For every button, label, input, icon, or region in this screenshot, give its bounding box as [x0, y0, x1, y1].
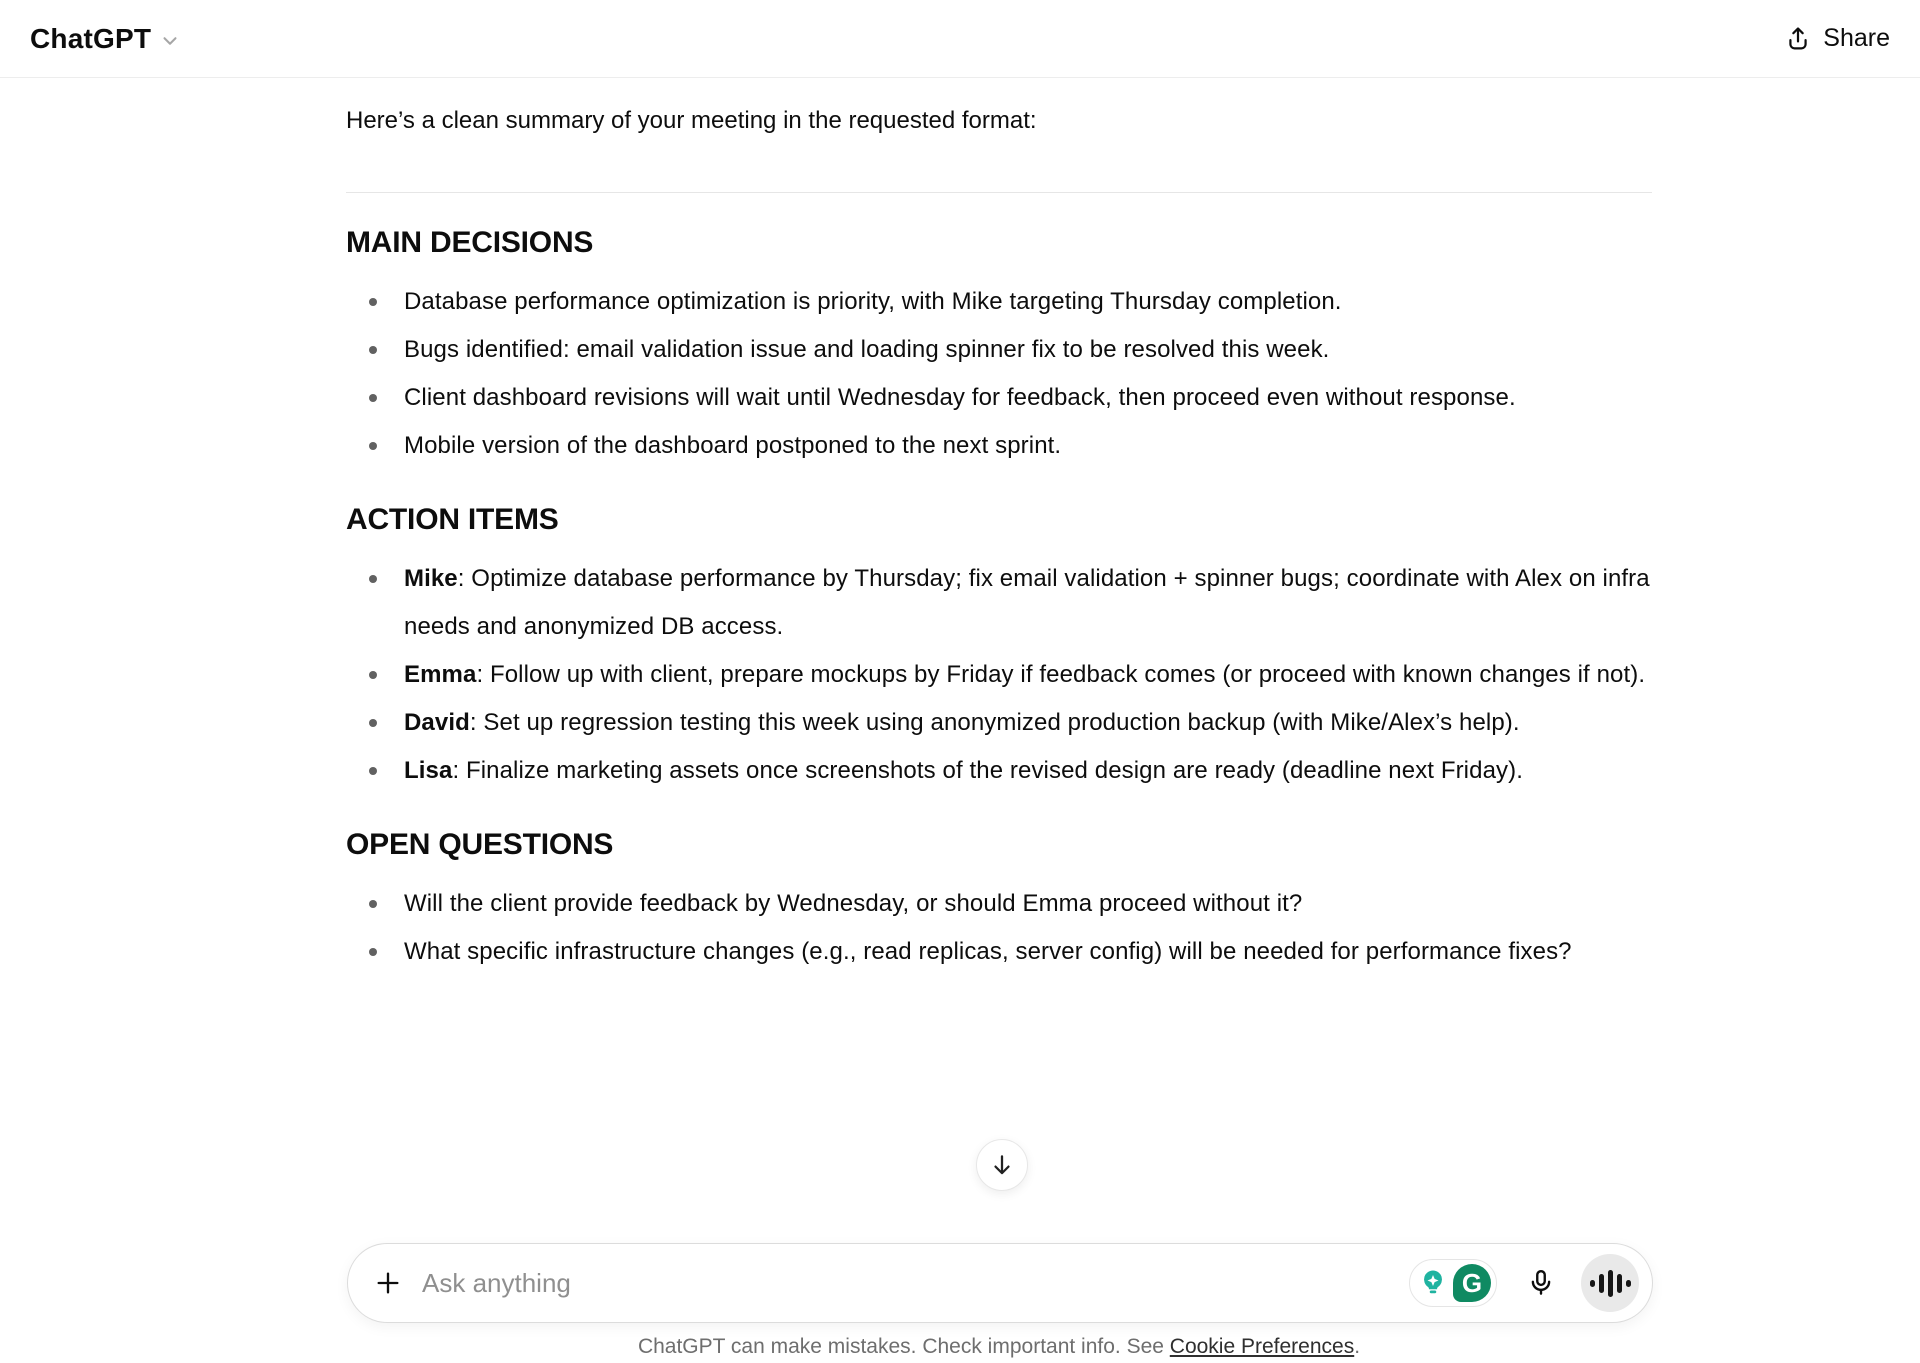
list-item: Bugs identified: email validation issue and loading spinner fix to be resolved this week.	[404, 326, 1652, 374]
grammarly-logo-icon: G	[1453, 1264, 1491, 1302]
list-item: Mike: Optimize database performance by Thursday; fix email validation + spinner bugs; coordinate with Alex on infra needs and anonymized DB access.	[404, 555, 1652, 651]
section-heading: MAIN DECISIONS	[346, 226, 594, 259]
list-item: Emma: Follow up with client, prepare mockups by Friday if feedback comes (or proceed with known changes if not).	[404, 651, 1652, 699]
assignee-name: Lisa	[404, 757, 453, 784]
assignee-name: David	[404, 709, 470, 736]
footer-disclaimer	[346, 1334, 1652, 1360]
section-list	[346, 555, 1652, 795]
share-button[interactable]	[1784, 24, 1890, 53]
list-item: Client dashboard revisions will wait until Wednesday for feedback, then proceed even without response.	[404, 374, 1652, 422]
top-bar	[0, 0, 1920, 78]
dictate-button[interactable]	[1519, 1261, 1563, 1305]
section-list	[346, 278, 1652, 470]
cookie-preferences-link[interactable]: Cookie Preferences	[1169, 1335, 1355, 1358]
model-switcher[interactable]	[30, 23, 181, 55]
arrow-down-icon	[989, 1152, 1015, 1178]
waveform-icon	[1590, 1280, 1595, 1287]
list-item: Lisa: Finalize marketing assets once screenshots of the revised design are ready (deadline next Friday).	[404, 747, 1652, 795]
disclaimer-text: ChatGPT can make mistakes. Check important info. See	[637, 1335, 1170, 1358]
message-input[interactable]	[422, 1268, 1409, 1299]
plus-icon	[374, 1269, 402, 1297]
assignee-name: Mike	[404, 565, 458, 592]
list-item: Mobile version of the dashboard postponed to the next sprint.	[404, 422, 1652, 470]
assistant-message	[346, 78, 1652, 976]
grammarly-badge[interactable]	[1409, 1259, 1497, 1307]
section-heading: ACTION ITEMS	[346, 503, 559, 536]
attach-button[interactable]	[368, 1263, 408, 1303]
share-icon	[1784, 25, 1812, 53]
assignee-name: Emma	[404, 661, 477, 688]
microphone-icon	[1526, 1268, 1556, 1298]
composer	[347, 1243, 1653, 1323]
voice-mode-button[interactable]	[1581, 1254, 1639, 1312]
lightbulb-sparkle-icon	[1418, 1268, 1448, 1298]
scroll-to-bottom-button[interactable]	[976, 1139, 1028, 1191]
list-item: What specific infrastructure changes (e.g., read replicas, server config) will be needed for performance fixes?	[404, 928, 1652, 976]
list-item: Will the client provide feedback by Wednesday, or should Emma proceed without it?	[404, 880, 1652, 928]
chevron-down-icon	[159, 30, 181, 52]
section-list	[346, 880, 1652, 976]
share-label: Share	[1823, 24, 1890, 52]
disclaimer-period: .	[1354, 1335, 1361, 1358]
list-item: Database performance optimization is priority, with Mike targeting Thursday completion.	[404, 278, 1652, 326]
section-heading: OPEN QUESTIONS	[346, 828, 614, 861]
message-intro: Here’s a clean summary of your meeting in the requested format:	[346, 107, 1037, 134]
message-sections	[346, 193, 1652, 976]
list-item: David: Set up regression testing this week using anonymized production backup (with Mike/Alex’s help).	[404, 699, 1652, 747]
app-title: ChatGPT	[30, 22, 152, 54]
